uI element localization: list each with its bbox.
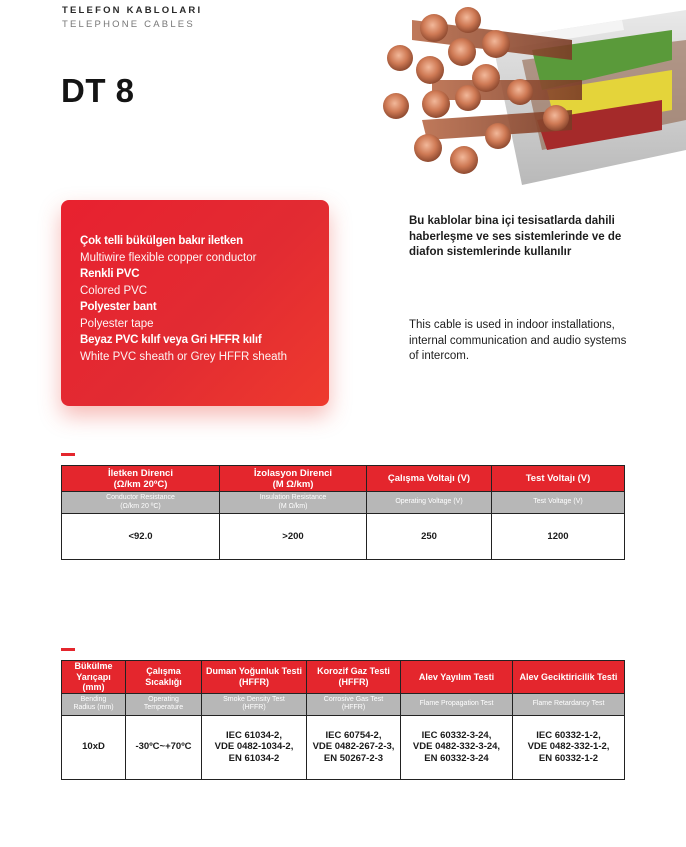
- table2-accent: [61, 648, 75, 651]
- feature-card: [61, 200, 329, 406]
- value-conductor-resistance: <92.0: [62, 514, 220, 560]
- header-smoke-density-tr: Duman Yoğunluk Testi (HFFR): [202, 661, 307, 694]
- feature-4-tr: Beyaz PVC kılıf veya Gri HFFR kılıf: [80, 334, 262, 346]
- category-title-tr: TELEFON KABLOLARI: [62, 5, 203, 16]
- header-test-voltage-en: Test Voltage (V): [492, 492, 625, 514]
- header-operating-temperature-en: Operating Temperature: [126, 693, 202, 715]
- feature-2-en: Colored PVC: [80, 284, 148, 297]
- feature-1-tr: Çok telli bükülgen bakır iletken: [80, 235, 243, 247]
- mechanical-fire-specs-table: [61, 660, 625, 780]
- header-flame-propagation-tr: Alev Yayılım Testi: [401, 661, 513, 694]
- header-corrosive-gas-en: Corrosive Gas Test (HFFR): [307, 693, 401, 715]
- value-operating-voltage: 250: [367, 514, 492, 560]
- table1-accent: [61, 453, 75, 456]
- value-insulation-resistance: >200: [220, 514, 367, 560]
- value-operating-temperature: -30ºC~+70ºC: [126, 715, 202, 779]
- description-tr: Bu kablolar bina içi tesisatlarda dahili haberleşme ve ses sistemlerinde ve de diafon sistemlerinde kullanılır: [409, 215, 622, 258]
- header-test-voltage-tr: Test Voltajı (V): [492, 466, 625, 492]
- header-conductor-resistance-tr: İletken Direnci (Ω/km 20ºC): [62, 466, 220, 492]
- feature-1-en: Multiwire flexible copper conductor: [80, 251, 257, 264]
- value-bending-radius: 10xD: [62, 715, 126, 779]
- value-flame-propagation: IEC 60332-3-24, VDE 0482-332-3-24, EN 60332-3-24: [401, 715, 513, 779]
- value-smoke-density: IEC 61034-2, VDE 0482-1034-2, EN 61034-2: [202, 715, 307, 779]
- header-insulation-resistance-en: Insulation Resistance (M Ω/km): [220, 492, 367, 514]
- value-corrosive-gas: IEC 60754-2, VDE 0482-267-2-3, EN 50267-2-3: [307, 715, 401, 779]
- feature-3-tr: Polyester bant: [80, 301, 157, 313]
- header-bending-radius-en: Bending Radius (mm): [62, 693, 126, 715]
- header-flame-propagation-en: Flame Propagation Test: [401, 693, 513, 715]
- header-operating-temperature-tr: Çalışma Sıcaklığı: [126, 661, 202, 694]
- header-operating-voltage-tr: Çalışma Voltajı (V): [367, 466, 492, 492]
- description-en: This cable is used in indoor installations, internal communication and audio systems of intercom.: [409, 319, 627, 362]
- product-model: DT 8: [61, 72, 135, 109]
- feature-2-tr: Renkli PVC: [80, 268, 140, 280]
- feature-4-en: White PVC sheath or Grey HFFR sheath: [80, 350, 288, 363]
- header-flame-retardancy-tr: Alev Geciktiricilik Testi: [513, 661, 625, 694]
- category-title-en: TELEPHONE CABLES: [62, 19, 195, 30]
- cable-illustration: [372, 0, 686, 190]
- electrical-specs-table: [61, 465, 625, 560]
- header-insulation-resistance-tr: İzolasyon Direnci (M Ω/km): [220, 466, 367, 492]
- header-flame-retardancy-en: Flame Retardancy Test: [513, 693, 625, 715]
- header-bending-radius-tr: Bükülme Yarıçapı (mm): [62, 661, 126, 694]
- feature-3-en: Polyester tape: [80, 317, 154, 330]
- header-operating-voltage-en: Operating Voltage (V): [367, 492, 492, 514]
- header-smoke-density-en: Smoke Density Test (HFFR): [202, 693, 307, 715]
- value-test-voltage: 1200: [492, 514, 625, 560]
- header-conductor-resistance-en: Conductor Resistance (Ω/km 20 ºC): [62, 492, 220, 514]
- header-corrosive-gas-tr: Korozif Gaz Testi (HFFR): [307, 661, 401, 694]
- value-flame-retardancy: IEC 60332-1-2, VDE 0482-332-1-2, EN 60332-1-2: [513, 715, 625, 779]
